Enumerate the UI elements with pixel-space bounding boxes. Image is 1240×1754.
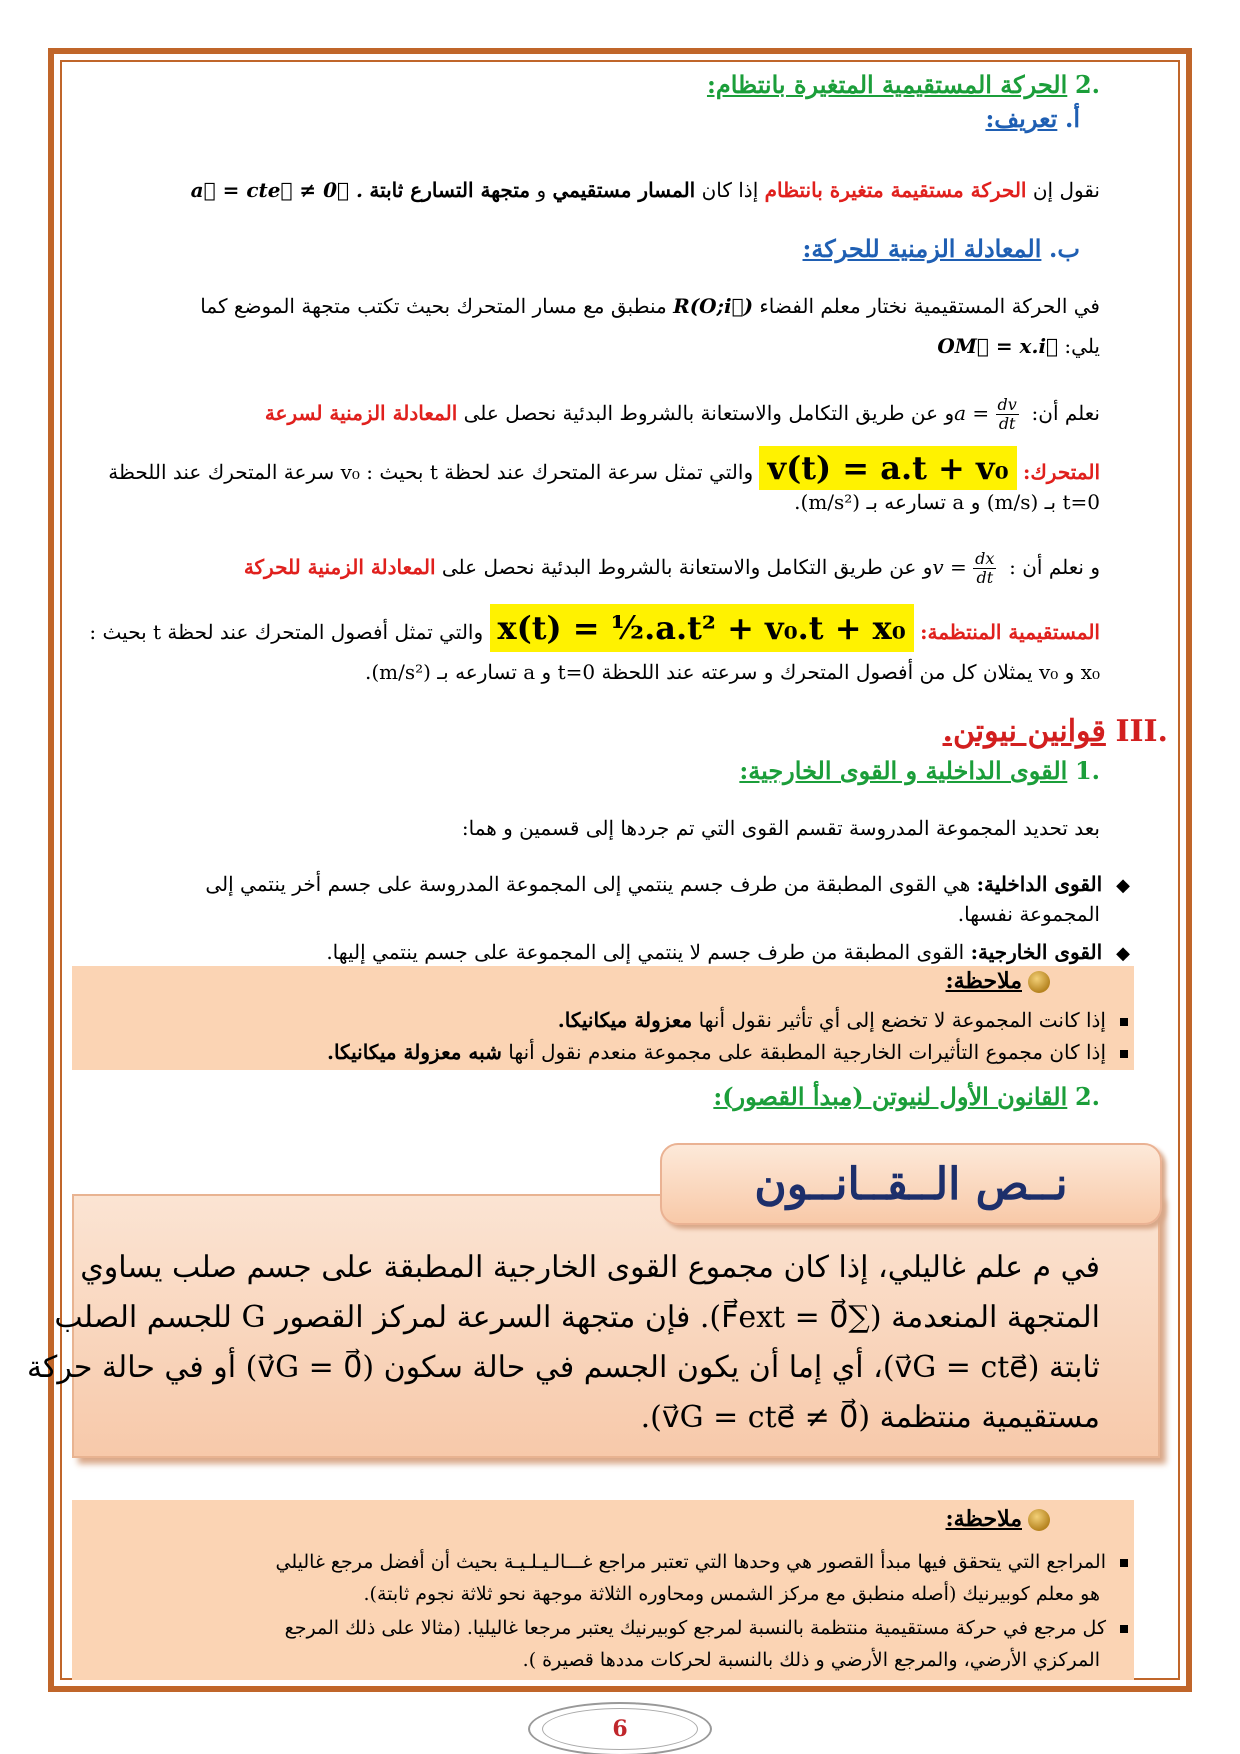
forces-intro: بعد تحديد المجموعة المدروسة تقسم القوى التي تم جردها إلى قسمين و هما:	[461, 816, 1100, 840]
diamond-bullet-icon: ◆	[1116, 943, 1130, 964]
law-line-4: مستقيمية منتظمة (v⃗G = cte⃗ ≠ 0⃗).	[640, 1400, 1100, 1435]
law-header: نــص الــقــانــون	[660, 1143, 1162, 1225]
note-1-title: ملاحظة:	[946, 968, 1050, 994]
subsection-b-number: ب.	[1049, 234, 1080, 263]
velocity-definition: a = $\frac{dv}{dt}$	[954, 395, 1017, 433]
section-2-number: .2	[1074, 70, 1100, 99]
section-2-heading	[80, 68, 1100, 102]
frame-notation: R(O;i⃗)	[673, 294, 754, 318]
square-bullet-icon	[1120, 1050, 1128, 1058]
subsection-a-heading	[80, 102, 1080, 136]
position-line-1: و نعلم أن : v = $\frac{dx}{dt}$ و عن طريق التكامل والاستعانة بالشروط البدئية نحصل على المعادلة الزمنية للحركة	[243, 549, 1100, 587]
velocity-line-2: المتحرك: v(t) = a.t + v₀ والتي تمثل سرعة المتحرك عند لحظة t بحيث : v₀ سرعة المتحرك عند اللحظة	[78, 446, 1100, 492]
law-line-3: ثابتة (v⃗G = cte⃗)، أي إما أن يكون الجسم في حالة سكون (v⃗G = 0⃗) أو في حالة حركة	[26, 1350, 1100, 1385]
velocity-line-1: نعلم أن: a = $\frac{dv}{dt}$ و عن طريق التكامل والاستعانة بالشروط البدئية نحصل على المعادلة الزمنية لسرعة	[264, 395, 1100, 433]
note-2-item-2-cont: المركزي الأرضي، والمرجع الأرضي و ذلك بالنسبة لحركات مددها قصيرة ).	[522, 1649, 1100, 1671]
definition-equation: a⃗ = cte⃗ ≠ 0⃗ .	[190, 178, 363, 202]
coin-bullet-icon	[1028, 1509, 1050, 1531]
definition-highlight: الحركة مستقيمة متغيرة بانتظام	[764, 178, 1027, 202]
position-vector: OM⃗ = x.i⃗	[937, 334, 1059, 358]
square-bullet-icon	[1120, 1625, 1128, 1633]
definition-paragraph: نقول إن الحركة مستقيمة متغيرة بانتظام إذا كان المسار مستقيمي و متجهة التسارع ثابتة a⃗ = cte⃗ ≠ 0⃗ .	[190, 178, 1100, 202]
section-3-title: قوانين نيوتن.	[942, 714, 1106, 749]
internal-forces-item: ◆القوى الداخلية: هي القوى المطبقة من طرف جسم ينتمي إلى المجموعة المدروسة على جسم أخر ينتمي إلى	[80, 870, 1130, 900]
law-line-1: في م علم غاليلي، إذا كان مجموع القوى الخارجية المطبقة على جسم صلب يساوي	[80, 1250, 1100, 1285]
frame-line-1: في الحركة المستقيمية نختار معلم الفضاء R(O;i⃗) منطبق مع مسار المتحرك بحيث تكتب متجهة الموضع كما	[200, 294, 1100, 318]
subsection-2-title: القانون الأول لنيوتن (مبدأ القصور):	[713, 1082, 1068, 1111]
square-bullet-icon	[1120, 1559, 1128, 1567]
velocity-equation: v(t) = a.t + v₀	[759, 446, 1016, 490]
note-2-item-2: كل مرجع في حركة مستقيمية منتظمة بالنسبة لمرجع كوبيرنيك يعتبر مرجعا غاليليا. (مثالا على ذلك المرجع	[74, 1614, 1128, 1642]
external-forces-item: ◆القوى الخارجية: القوى المطبقة من طرف جسم لا ينتمي إلى المجموعة على جسم ينتمي إليها.	[80, 938, 1130, 968]
subsection-1-title: القوى الداخلية و القوى الخارجية:	[739, 756, 1068, 785]
subsection-2-heading: .2 القانون الأول لنيوتن (مبدأ القصور):	[713, 1082, 1100, 1111]
position-line-2: المستقيمية المنتظمة: x(t) = ½.a.t² + v₀.t + x₀ والتي تمثل أفصول المتحرك عند لحظة t بحيث :	[78, 604, 1100, 654]
note-1-item-2: إذا كان مجموع التأثيرات الخارجية المطبقة على مجموعة منعدم نقول أنها شبه معزولة ميكانيكا.	[80, 1038, 1128, 1066]
subsection-1-heading: .1 القوى الداخلية و القوى الخارجية:	[739, 756, 1100, 785]
position-line-3: x₀ و v₀ يمثلان كل من أفصول المتحرك و سرعته عند اللحظة t=0 و a تسارعه بـ (m/s²).	[364, 660, 1100, 684]
subsection-a-title: تعريف:	[985, 104, 1058, 133]
subsection-b-title: المعادلة الزمنية للحركة:	[802, 234, 1042, 263]
subsection-b-heading	[80, 232, 1080, 266]
section-3-heading	[80, 712, 1168, 752]
subsection-a-number: أ.	[1064, 104, 1080, 133]
frame-line-2: يلي: OM⃗ = x.i⃗	[937, 334, 1100, 358]
note-2-item-1: المراجع التي يتحقق فيها مبدأ القصور هي وحدها التي تعتبر مراجع غـــالـيـلـيـة بحيث أن أفضل مرجع غاليلي	[74, 1548, 1128, 1576]
section-3-number: .III	[1115, 714, 1168, 749]
velocity-line-3: t=0 بـ (m/s) و a تسارعه بـ (m/s²).	[794, 490, 1100, 514]
page-number: 6	[542, 1708, 698, 1750]
speed-definition: v = $\frac{dx}{dt}$	[932, 549, 995, 587]
note-2-title: ملاحظة:	[946, 1506, 1050, 1532]
diamond-bullet-icon: ◆	[1116, 875, 1130, 896]
coin-bullet-icon	[1028, 971, 1050, 993]
law-line-2: المتجهة المنعدمة (∑F⃗ext = 0⃗). فإن متجهة السرعة لمركز القصور G للجسم الصلب	[54, 1300, 1100, 1335]
internal-forces-item-cont: المجموعة نفسها.	[957, 902, 1100, 926]
position-equation: x(t) = ½.a.t² + v₀.t + x₀	[490, 604, 914, 652]
note-2-item-1-cont: هو معلم كوبيرنيك (أصله منطبق مع مركز الشمس ومحاوره الثلاثة موجهة نحو ثلاثة نجوم ثابتة).	[363, 1583, 1100, 1605]
note-1-item-1: إذا كانت المجموعة لا تخضع إلى أي تأثير نقول أنها معزولة ميكانيكا.	[80, 1006, 1128, 1034]
section-2-title: الحركة المستقيمية المتغيرة بانتظام:	[706, 70, 1068, 99]
square-bullet-icon	[1120, 1018, 1128, 1026]
